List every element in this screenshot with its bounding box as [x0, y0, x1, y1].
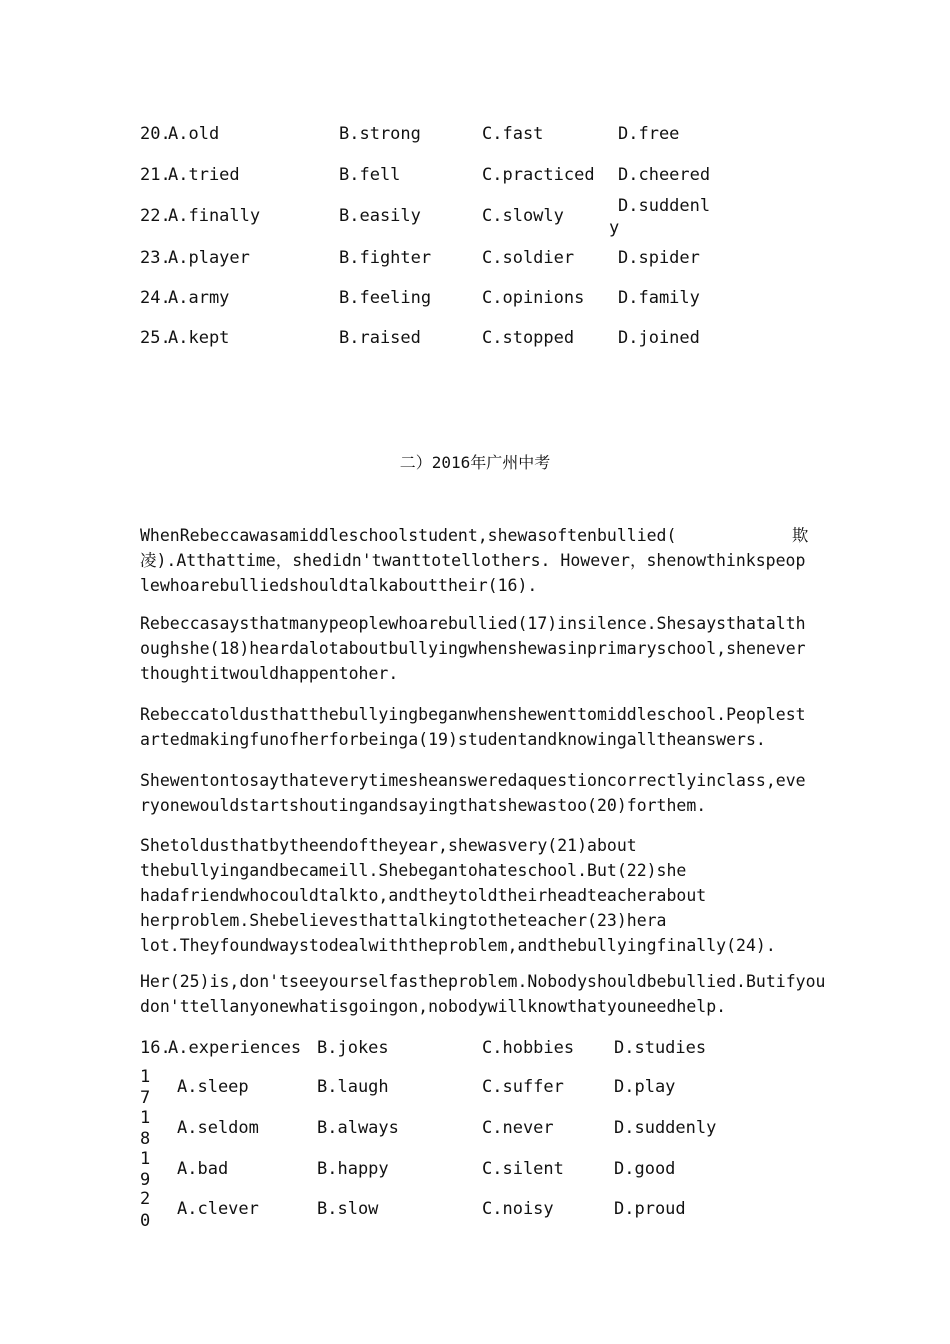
option-a: A.clever — [177, 1199, 259, 1219]
option-b: B.fighter — [339, 248, 432, 268]
option-b: B.strong — [339, 124, 421, 144]
section-title: 二）2016年广州中考 — [399, 453, 551, 472]
passage-paragraph: Shewentontosaythateverytimesheansweredaquestioncorrectlyinclass,everyonewouldstartshoutingandsayingthatshewastoo(20)forthem. — [140, 771, 806, 815]
option-d: D.spider — [618, 248, 700, 268]
option-c: C.noisy — [482, 1199, 554, 1219]
option-a: A.finally — [168, 206, 261, 226]
option-c: C.soldier — [482, 248, 575, 268]
option-a: A.seldom — [177, 1118, 259, 1138]
option-c: C.practiced — [482, 165, 595, 185]
passage-paragraph: Shetoldusthatbytheendoftheyear,shewasvery(21)about thebullyingandbecameill.Shebegantohateschool.But(22)she hadafriendwhocouldtalkto,andtheytoldtheirheadteacherabout herproblem.Shebelievesthattalkingtotheteacher(23)hera lot.Theyfoundwaystodealwiththeproblem,andthebullyingfinally(24). — [140, 836, 776, 955]
option-b: B.fell — [339, 165, 401, 185]
question-number-part: 1 — [140, 1149, 151, 1169]
question-number: 20. — [140, 124, 171, 144]
option-b: B.raised — [339, 328, 421, 348]
option-b: B.jokes — [317, 1038, 389, 1058]
option-d: D.free — [618, 124, 680, 144]
question-number: 22. — [140, 206, 171, 226]
passage-paragraph: Rebeccasaysthatmanypeoplewhoarebullied(17)insilence.Shesaysthatalthoughshe(18)heardalotaboutbullyingwhenshewasinprimaryschool,sheneverthoughtitwouldhappentoher. — [140, 614, 806, 683]
option-a: A.player — [168, 248, 250, 268]
option-d-wrap: y — [609, 218, 620, 238]
option-a: A.tried — [168, 165, 240, 185]
question-number-part: 8 — [140, 1129, 151, 1149]
option-b: B.happy — [317, 1159, 389, 1179]
question-number-part: 9 — [140, 1170, 151, 1190]
option-c: C.never — [482, 1118, 554, 1138]
option-a: A.sleep — [177, 1077, 249, 1097]
question-number: 25. — [140, 328, 171, 348]
option-a: A.kept — [168, 328, 230, 348]
option-b: B.feeling — [339, 288, 432, 308]
question-number-part: 7 — [140, 1088, 151, 1108]
passage-paragraph: WhenRebeccawasamiddleschoolstudent,shewasoftenbullied( 欺凌).Atthattime，shedidn'twanttotellothers. However，shenowthinkspeoplewhoarebulliedshouldtalkabouttheir(16). — [140, 526, 809, 595]
question-number: 24. — [140, 288, 171, 308]
question-number: 23. — [140, 248, 171, 268]
option-b: B.laugh — [317, 1077, 389, 1097]
option-c: C.silent — [482, 1159, 564, 1179]
option-b: B.slow — [317, 1199, 379, 1219]
option-d: D.studies — [614, 1038, 707, 1058]
question-number-part: 1 — [140, 1067, 151, 1087]
option-d: D.proud — [614, 1199, 686, 1219]
option-c: C.stopped — [482, 328, 575, 348]
option-d: D.joined — [618, 328, 700, 348]
question-number-part: 0 — [140, 1211, 151, 1231]
option-d: D.suddenly — [614, 1118, 717, 1138]
option-a: A.army — [168, 288, 230, 308]
option-a: A.old — [168, 124, 220, 144]
option-c: C.fast — [482, 124, 544, 144]
option-d: D.family — [618, 288, 700, 308]
passage-paragraph: Her(25)is,don'tseeyourselfastheproblem.Nobodyshouldbebullied.Butifyou don'ttellanyonewhatisgoingon,nobodywillknowthatyouneedhelp. — [140, 972, 826, 1016]
question-number: 16. — [140, 1038, 171, 1058]
question-number: 21. — [140, 165, 171, 185]
question-number-part: 1 — [140, 1108, 151, 1128]
option-c: C.suffer — [482, 1077, 564, 1097]
option-d: D.play — [614, 1077, 676, 1097]
question-number-part: 2 — [140, 1189, 151, 1209]
option-c: C.hobbies — [482, 1038, 575, 1058]
option-d: D.cheered — [618, 165, 711, 185]
option-a: A.experiences — [168, 1038, 302, 1058]
option-d: D.suddenl — [618, 196, 711, 216]
option-c: C.opinions — [482, 288, 585, 308]
option-b: B.easily — [339, 206, 421, 226]
option-a: A.bad — [177, 1159, 229, 1179]
option-b: B.always — [317, 1118, 399, 1138]
option-d: D.good — [614, 1159, 676, 1179]
passage-paragraph: Rebeccatoldusthatthebullyingbeganwhenshewenttomiddleschool.Peoplestartedmakingfunofherforbeinga(19)studentandknowingalltheanswers. — [140, 705, 806, 749]
option-c: C.slowly — [482, 206, 564, 226]
